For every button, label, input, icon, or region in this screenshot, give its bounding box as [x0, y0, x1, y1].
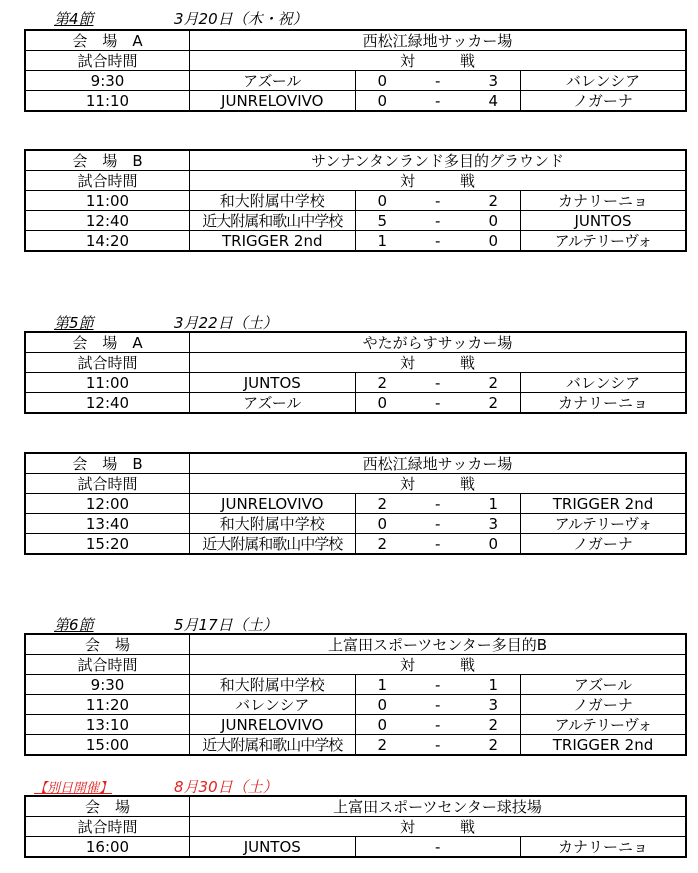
venue-label: 会 場: [25, 634, 190, 655]
away-score: 2: [488, 735, 498, 754]
venue-name: やたがらすサッカー場: [190, 332, 687, 353]
table-row: [25, 393, 686, 414]
home-score: 1: [377, 231, 388, 250]
home-team: バレンシア: [190, 695, 356, 715]
score-separator: -: [435, 393, 441, 412]
match-time: 12:40: [25, 393, 190, 414]
match-time: 12:40: [25, 211, 190, 231]
away-score: 0: [488, 534, 498, 553]
away-score: 2: [488, 393, 498, 412]
match-header: 対 戦: [190, 51, 687, 71]
home-team: TRIGGER 2nd: [190, 231, 356, 252]
home-score: 0: [377, 71, 388, 90]
time-header: 試合時間: [25, 171, 190, 191]
home-team: 近大附属和歌山中学校: [190, 534, 356, 555]
home-team: JUNRELOVIVO: [190, 91, 356, 112]
match-time: 13:40: [25, 514, 190, 534]
away-team: ノガーナ: [521, 91, 687, 112]
venue-label: 会 場 B: [25, 150, 190, 171]
home-team: 近大附属和歌山中学校: [190, 211, 356, 231]
score-separator: -: [435, 695, 441, 714]
venue-label: 会 場 B: [25, 453, 190, 474]
table-row: [25, 191, 686, 211]
home-score: 0: [377, 715, 388, 734]
score-separator: -: [435, 91, 441, 110]
home-team: 和大附属中学校: [190, 191, 356, 211]
away-score: 2: [488, 373, 498, 392]
section-heading-4: [54, 8, 308, 29]
venue-label: 会 場 A: [25, 30, 190, 51]
away-team: ノガーナ: [521, 695, 687, 715]
venue-name: 西松江緑地サッカー場: [190, 30, 687, 51]
table-row: [25, 71, 686, 91]
away-score: 4: [488, 91, 498, 110]
venue-row: [25, 332, 686, 353]
home-team: 近大附属和歌山中学校: [190, 735, 356, 756]
home-team: アズール: [190, 393, 356, 414]
home-score: 2: [377, 373, 388, 392]
score-separator: -: [435, 211, 441, 230]
score-cell: [355, 71, 521, 91]
score-cell: [355, 231, 521, 252]
away-score: 0: [488, 211, 498, 230]
score-cell: [355, 211, 521, 231]
score-cell: [355, 393, 521, 414]
time-header: 試合時間: [25, 353, 190, 373]
home-score: 0: [377, 514, 388, 533]
header-row: [25, 171, 686, 191]
section-date: 3月22日（土）: [174, 314, 278, 332]
score-cell: [355, 373, 521, 393]
home-score: 0: [377, 393, 388, 412]
match-header: 対 戦: [190, 817, 687, 837]
home-team: JUNRELOVIVO: [190, 715, 356, 735]
score-cell: [355, 695, 521, 715]
away-team: カナリーニョ: [521, 393, 687, 414]
venue-name: 西松江緑地サッカー場: [190, 453, 687, 474]
home-score: 0: [377, 91, 388, 110]
away-score: 3: [488, 71, 498, 90]
section-date: 3月20日（木・祝）: [174, 10, 308, 28]
home-team: アズール: [190, 71, 356, 91]
away-score: 1: [488, 494, 498, 513]
match-time: 9:30: [25, 675, 190, 695]
section-heading-extra: [34, 776, 278, 797]
home-score: 2: [377, 735, 388, 754]
score-separator: -: [435, 514, 441, 533]
home-team: 和大附属中学校: [190, 514, 356, 534]
match-time: 11:00: [25, 191, 190, 211]
score-cell: [355, 715, 521, 735]
away-team: TRIGGER 2nd: [521, 735, 687, 756]
schedule-table-4b: [24, 149, 687, 252]
venue-row: [25, 30, 686, 51]
schedule-table-6: [24, 633, 687, 756]
match-time: 11:00: [25, 373, 190, 393]
home-team: 和大附属中学校: [190, 675, 356, 695]
match-time: 11:20: [25, 695, 190, 715]
time-header: 試合時間: [25, 817, 190, 837]
home-team: JUNRELOVIVO: [190, 494, 356, 514]
away-team: ノガーナ: [521, 534, 687, 555]
time-header: 試合時間: [25, 51, 190, 71]
schedule-table-4a: [24, 29, 687, 112]
match-time: 15:00: [25, 735, 190, 756]
score-separator: -: [435, 534, 441, 553]
table-row: [25, 91, 686, 112]
table-row: [25, 231, 686, 252]
match-header: 対 戦: [190, 474, 687, 494]
table-row: [25, 735, 686, 756]
venue-name: サンナンタンランド多目的グラウンド: [190, 150, 687, 171]
away-team: カナリーニョ: [521, 191, 687, 211]
away-team: バレンシア: [521, 373, 687, 393]
score-separator: -: [435, 494, 441, 513]
match-time: 11:10: [25, 91, 190, 112]
away-team: TRIGGER 2nd: [521, 494, 687, 514]
venue-label: 会 場 A: [25, 332, 190, 353]
away-team: バレンシア: [521, 71, 687, 91]
away-score: 1: [488, 675, 498, 694]
match-time: 16:00: [25, 837, 190, 858]
score-cell: [355, 514, 521, 534]
home-score: 2: [377, 494, 388, 513]
table-row: [25, 211, 686, 231]
home-score: 1: [377, 675, 388, 694]
away-team: JUNTOS: [521, 211, 687, 231]
venue-row: [25, 150, 686, 171]
match-header: 対 戦: [190, 655, 687, 675]
match-header: 対 戦: [190, 353, 687, 373]
schedule-table-extra: [24, 795, 687, 858]
away-team: アルテリーヴォ: [521, 514, 687, 534]
score-cell: [355, 494, 521, 514]
away-team: アズール: [521, 675, 687, 695]
away-team: カナリーニョ: [521, 837, 687, 858]
table-row: [25, 715, 686, 735]
venue-row: [25, 796, 686, 817]
score-separator: -: [435, 837, 441, 856]
venue-row: [25, 634, 686, 655]
schedule-table-5a: [24, 331, 687, 414]
schedule-table-5b: [24, 452, 687, 555]
match-time: 9:30: [25, 71, 190, 91]
home-score: 2: [377, 534, 388, 553]
score-separator: -: [435, 735, 441, 754]
score-cell: [355, 534, 521, 555]
header-row: [25, 817, 686, 837]
away-score: 3: [488, 514, 498, 533]
score-separator: -: [435, 715, 441, 734]
score-separator: -: [435, 373, 441, 392]
match-time: 14:20: [25, 231, 190, 252]
header-row: [25, 474, 686, 494]
home-score: 0: [377, 191, 388, 210]
section-number: 【別日開催】: [34, 781, 113, 796]
match-time: 12:00: [25, 494, 190, 514]
table-row: [25, 695, 686, 715]
venue-name: 上富田スポーツセンター球技場: [190, 796, 687, 817]
time-header: 試合時間: [25, 655, 190, 675]
away-score: 0: [488, 231, 498, 250]
section-number: 第5節: [54, 314, 94, 332]
away-team: アルテリーヴォ: [521, 231, 687, 252]
home-team: JUNTOS: [190, 373, 356, 393]
table-row: [25, 514, 686, 534]
score-separator: -: [435, 191, 441, 210]
away-score: 2: [488, 715, 498, 734]
score-separator: -: [435, 231, 441, 250]
score-separator: -: [435, 675, 441, 694]
table-row: [25, 494, 686, 514]
match-header: 対 戦: [190, 171, 687, 191]
section-heading-6: [54, 614, 278, 635]
venue-row: [25, 453, 686, 474]
home-score: 5: [377, 211, 388, 230]
venue-name: 上富田スポーツセンター多目的B: [190, 634, 687, 655]
table-row: [25, 373, 686, 393]
home-score: 0: [377, 695, 388, 714]
away-team: アルテリーヴォ: [521, 715, 687, 735]
score-cell: [355, 735, 521, 756]
table-row: [25, 675, 686, 695]
away-score: 3: [488, 695, 498, 714]
header-row: [25, 655, 686, 675]
header-row: [25, 353, 686, 373]
venue-label: 会 場: [25, 796, 190, 817]
score-cell: [355, 675, 521, 695]
match-time: 15:20: [25, 534, 190, 555]
score-cell: [355, 837, 521, 858]
section-number: 第4節: [54, 10, 94, 28]
section-number: 第6節: [54, 616, 94, 634]
section-heading-5: [54, 312, 278, 333]
score-cell: [355, 91, 521, 112]
table-row: [25, 837, 686, 858]
header-row: [25, 51, 686, 71]
time-header: 試合時間: [25, 474, 190, 494]
match-time: 13:10: [25, 715, 190, 735]
score-cell: [355, 191, 521, 211]
home-team: JUNTOS: [190, 837, 356, 858]
score-separator: -: [435, 71, 441, 90]
table-row: [25, 534, 686, 555]
section-date: 8月30日（土）: [174, 778, 278, 796]
away-score: 2: [488, 191, 498, 210]
section-date: 5月17日（土）: [174, 616, 278, 634]
